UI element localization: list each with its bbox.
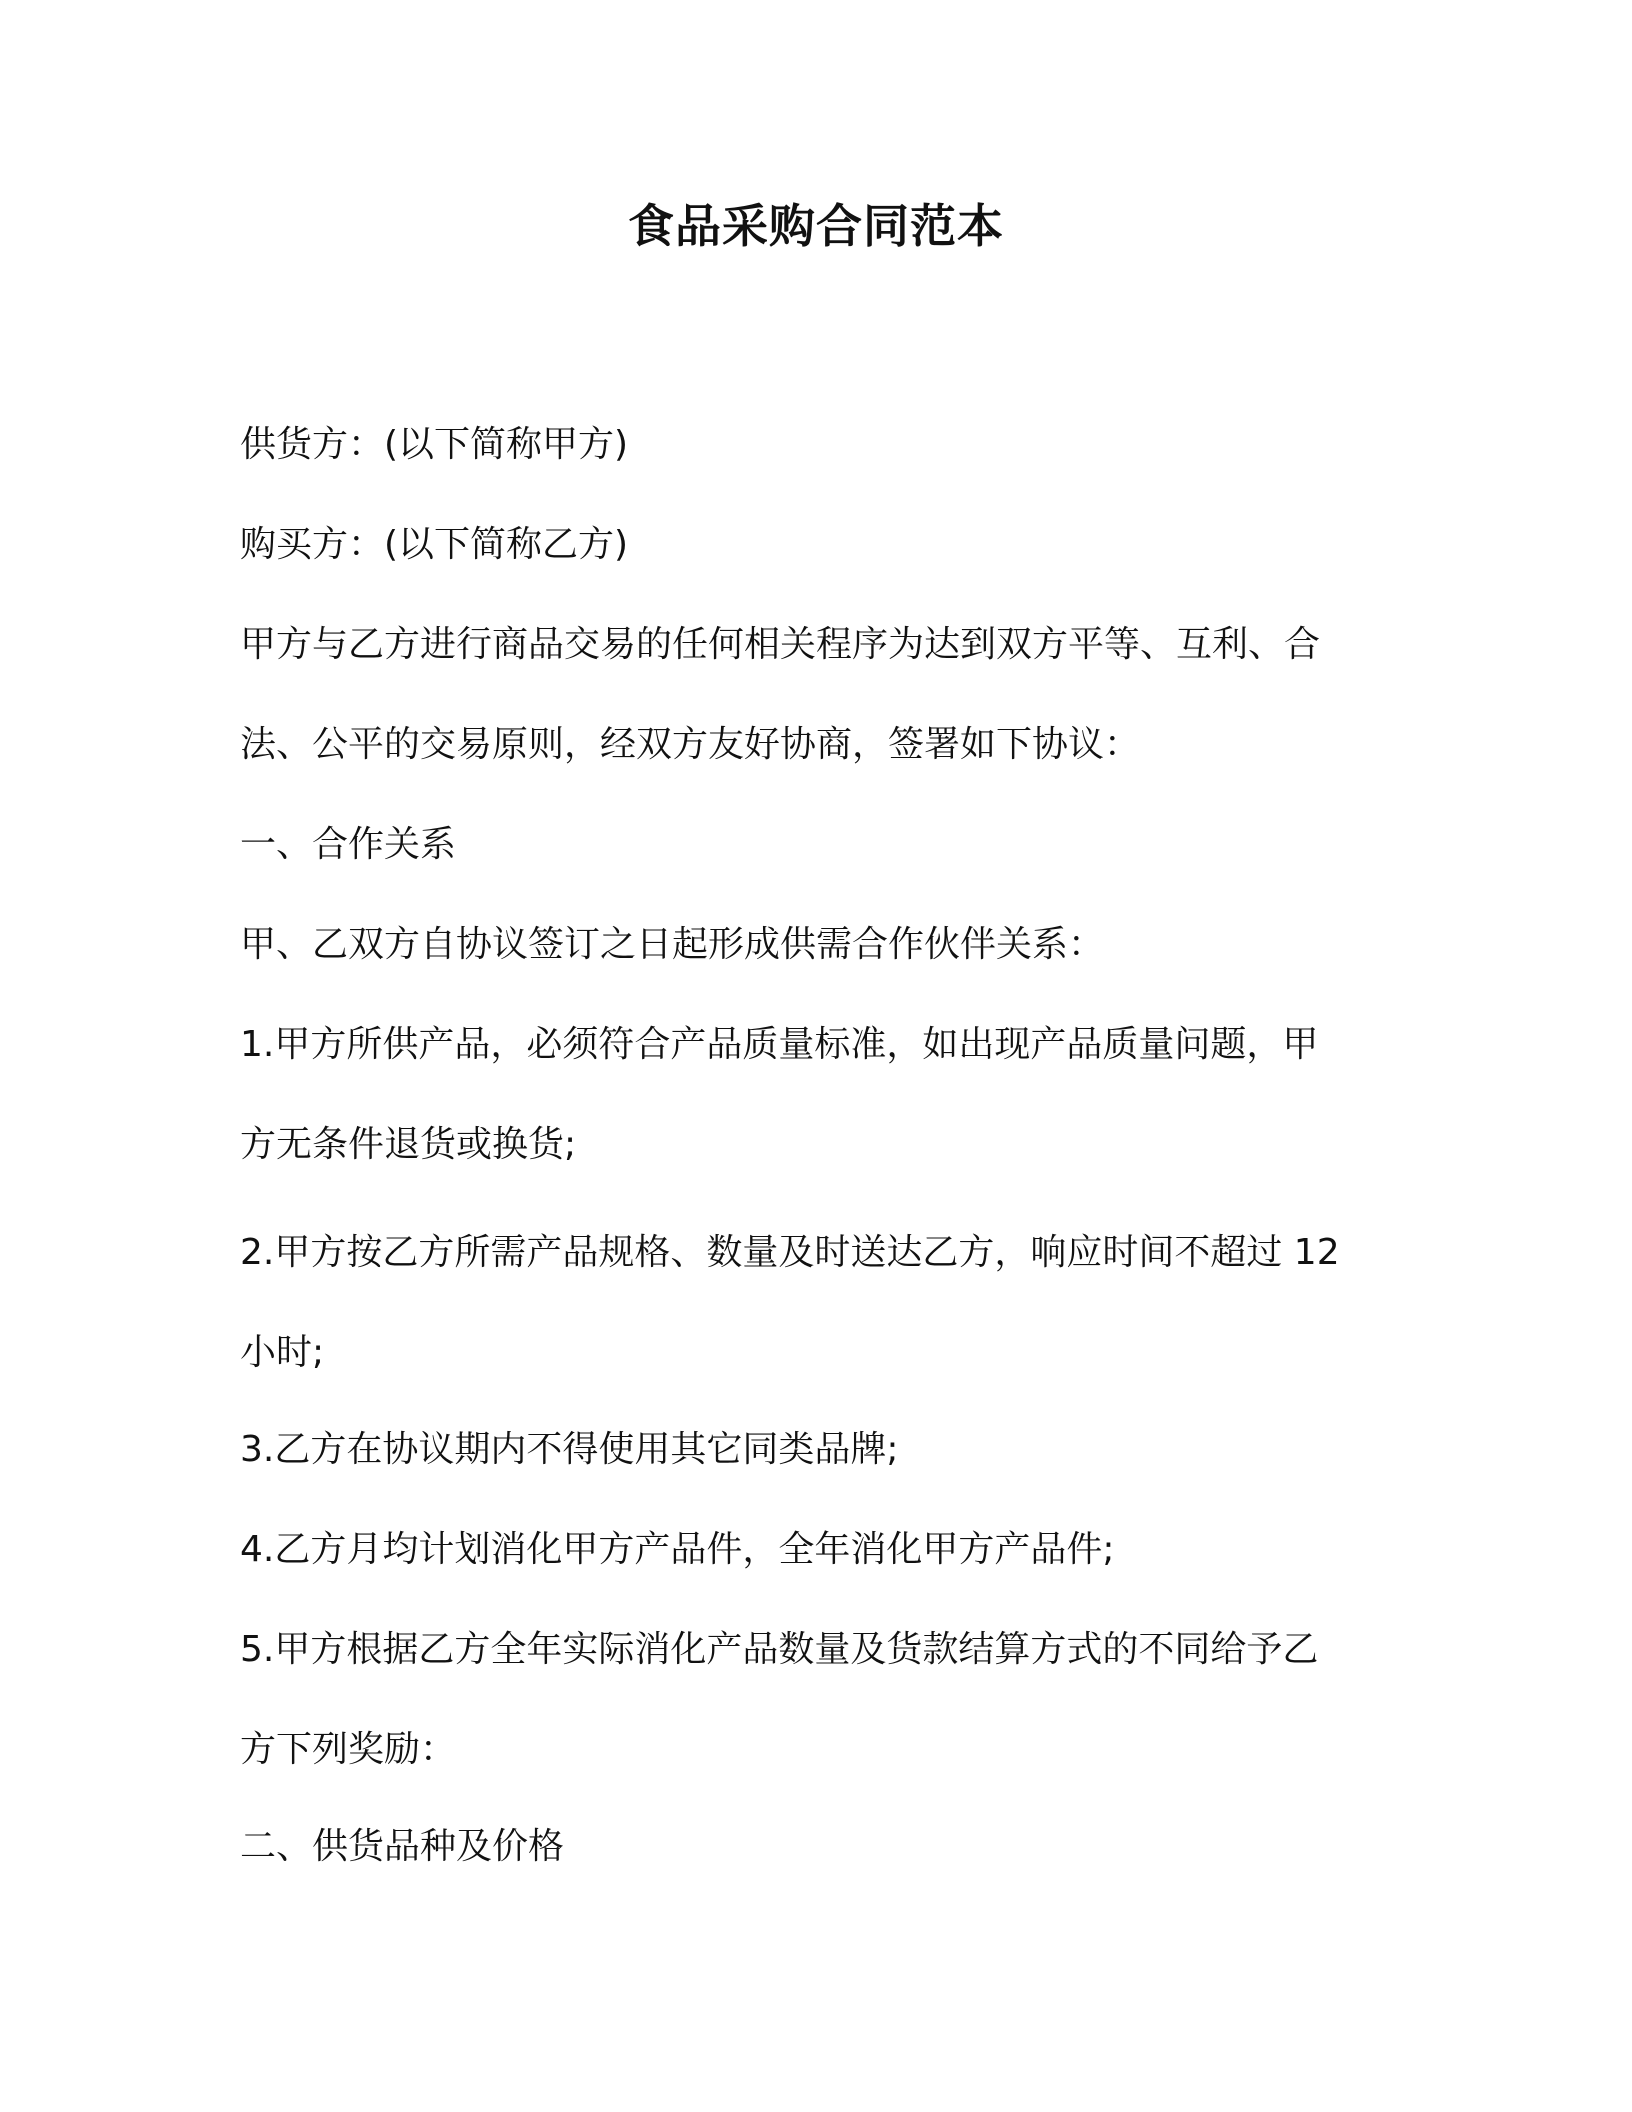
- clause-2-line-1: 2.甲方按乙方所需产品规格、数量及时送达乙方，响应时间不超过 12: [240, 1232, 1340, 1273]
- buyer-line: 购买方：(以下简称乙方): [240, 524, 629, 565]
- clause-1-line-1: 1.甲方所供产品，必须符合产品质量标准，如出现产品质量问题，甲: [240, 1024, 1319, 1065]
- preamble-line-2: 法、公平的交易原则，经双方友好协商，签署如下协议：: [240, 724, 1141, 765]
- clause-5-line-2: 方下列奖励：: [240, 1729, 457, 1770]
- section-heading-2: 二、供货品种及价格: [240, 1826, 565, 1867]
- clause-2-line-2: 小时;: [240, 1332, 325, 1373]
- clause-5-line-1: 5.甲方根据乙方全年实际消化产品数量及货款结算方式的不同给予乙: [240, 1629, 1319, 1670]
- section-heading-1: 一、合作关系: [240, 824, 457, 865]
- clause-4: 4.乙方月均计划消化甲方产品件，全年消化甲方产品件;: [240, 1529, 1115, 1570]
- preamble-line-1: 甲方与乙方进行商品交易的任何相关程序为达到双方平等、互利、合: [240, 624, 1321, 665]
- document-title: 食品采购合同范本: [628, 199, 1004, 253]
- clause-3: 3.乙方在协议期内不得使用其它同类品牌;: [240, 1429, 899, 1470]
- supplier-line: 供货方：(以下简称甲方): [240, 424, 629, 465]
- clause-1-line-2: 方无条件退货或换货;: [240, 1124, 577, 1165]
- section-1-intro: 甲、乙双方自协议签订之日起形成供需合作伙伴关系：: [240, 924, 1105, 965]
